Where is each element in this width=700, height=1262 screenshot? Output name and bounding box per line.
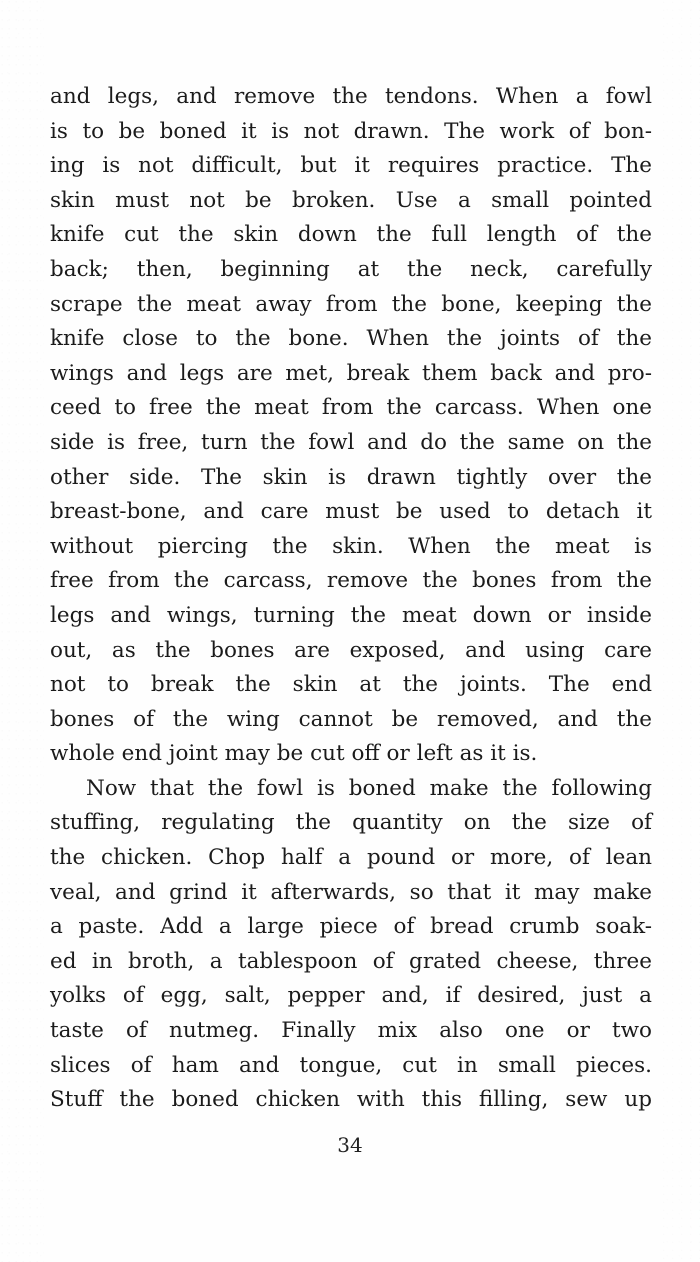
paragraph-2 <box>50 772 652 1118</box>
text-line: stuffing, regulating the quantity on the size of <box>50 810 652 836</box>
text-line: slices of ham and tongue, cut in small pieces. <box>50 1052 652 1078</box>
text-line: side is free, turn the fowl and do the same on the <box>50 429 652 455</box>
text-line: wings and legs are met, break them back and pro- <box>50 360 652 386</box>
text-line: breast-bone, and care must be used to detach it <box>50 499 652 525</box>
text-line: knife cut the skin down the full length of the <box>50 222 652 248</box>
text-line: scrape the meat away from the bone, keeping the <box>50 291 652 317</box>
text-line: bones of the wing cannot be removed, and the <box>50 706 652 732</box>
page-edge-texture-right <box>660 0 700 1262</box>
paragraph-1 <box>50 80 652 772</box>
text-line: knife close to the bone. When the joints of the <box>50 326 652 352</box>
text-line: veal, and grind it afterwards, so that it may make <box>50 879 652 905</box>
page-number: 34 <box>337 1133 363 1157</box>
text-line: ceed to free the meat from the carcass. When one <box>50 395 652 421</box>
text-line: Stuff the boned chicken with this filling, sew up <box>50 1087 652 1113</box>
text-line: ing is not difficult, but it requires practice. The <box>50 153 652 179</box>
text-line: back; then, beginning at the neck, carefully <box>50 256 652 282</box>
text-line: taste of nutmeg. Finally mix also one or two <box>50 1018 652 1044</box>
text-line: Now that the fowl is boned make the following <box>86 775 652 801</box>
text-line: out, as the bones are exposed, and using care <box>50 637 652 663</box>
page-edge-texture-left <box>0 0 44 1262</box>
text-line: skin must not be broken. Use a small pointed <box>50 187 652 213</box>
body-text <box>50 80 652 1118</box>
text-line: not to break the skin at the joints. The end <box>50 672 652 698</box>
text-line: without piercing the skin. When the meat is <box>50 533 652 559</box>
text-line: a paste. Add a large piece of bread crumb soak- <box>50 914 652 940</box>
text-line: legs and wings, turning the meat down or inside <box>50 602 652 628</box>
text-line: ed in broth, a tablespoon of grated cheese, three <box>50 948 652 974</box>
text-line: and legs, and remove the tendons. When a fowl <box>50 84 652 109</box>
text-line: the chicken. Chop half a pound or more, of lean <box>50 845 652 871</box>
text-line: other side. The skin is drawn tightly over the <box>50 464 652 490</box>
text-line: whole end joint may be cut off or left as it is. <box>50 741 538 767</box>
text-line: is to be boned it is not drawn. The work of bon- <box>50 118 652 144</box>
text-line: yolks of egg, salt, pepper and, if desired, just a <box>50 983 652 1009</box>
text-line: free from the carcass, remove the bones from the <box>50 568 652 594</box>
